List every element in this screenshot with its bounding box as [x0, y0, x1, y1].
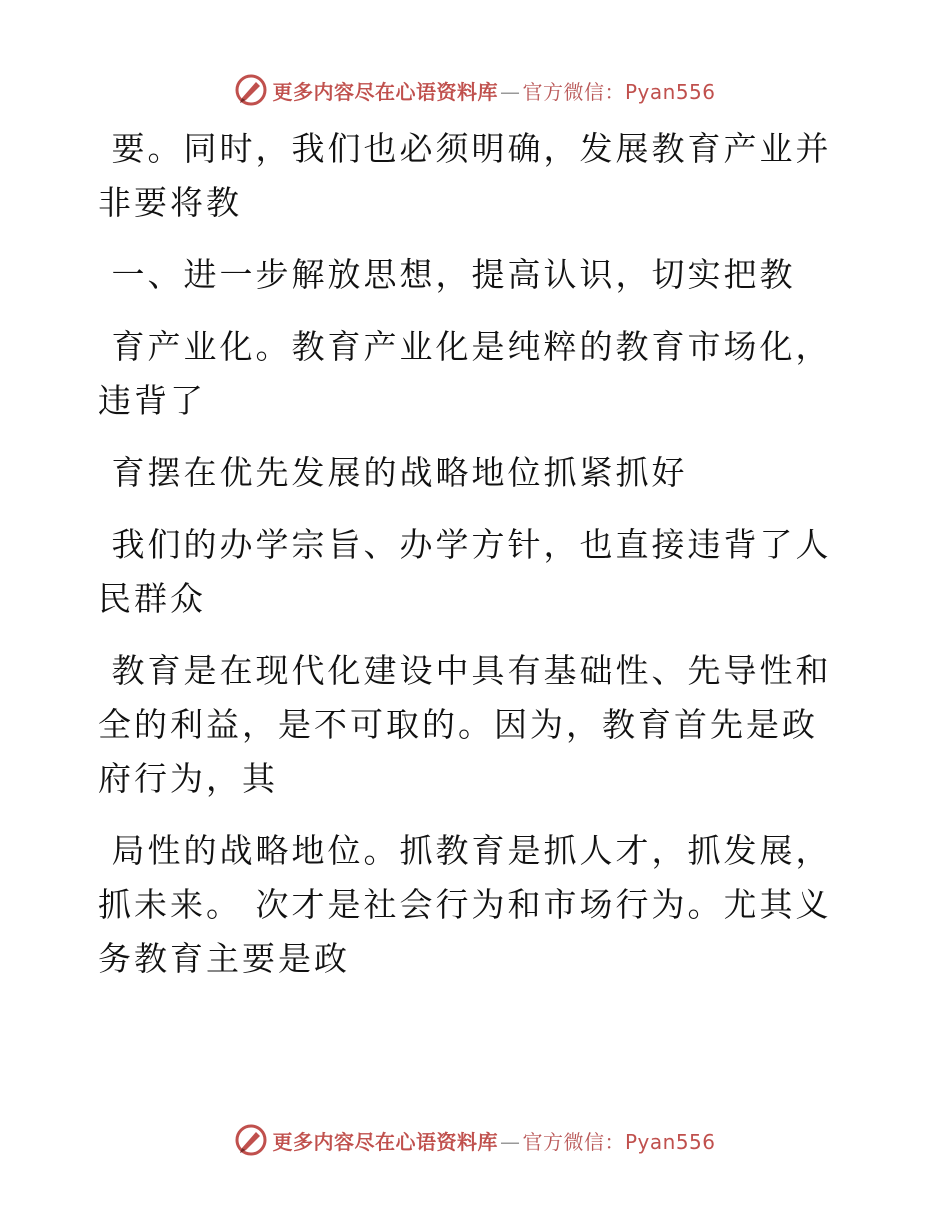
banner-site-text: 更多内容尽在心语资料库	[272, 1129, 498, 1154]
pen-logo-icon	[234, 73, 268, 107]
banner-separator: —	[499, 1129, 521, 1154]
paragraph-7: 局性的战略地位。抓教育是抓人才，抓发展，抓未来。 次才是社会行为和市场行为。尤其义务教育主要是政	[98, 831, 832, 978]
banner-text	[272, 1126, 715, 1155]
paragraph-5: 我们的办学宗旨、办学方针，也直接违背了人民群众	[98, 525, 832, 618]
paragraph-2: 一、进一步解放思想，提高认识，切实把教	[98, 255, 796, 294]
pen-logo-icon	[234, 1123, 268, 1157]
banner-separator: —	[499, 79, 521, 104]
banner-text	[272, 76, 715, 105]
paragraph-6: 教育是在现代化建设中具有基础性、先导性和全的利益，是不可取的。因为，教育首先是政府行为，其	[98, 651, 832, 798]
banner-site-text: 更多内容尽在心语资料库	[272, 79, 498, 104]
paragraph-4: 育摆在优先发展的战略地位抓紧抓好	[98, 453, 688, 492]
banner-wechat-id: Pyan556	[624, 79, 716, 104]
banner-wechat-label: 官方微信：	[522, 1129, 625, 1154]
paragraph-3: 育产业化。教育产业化是纯粹的教育市场化，违背了	[98, 327, 832, 420]
document-body	[98, 122, 838, 1004]
banner-wechat-label: 官方微信：	[522, 79, 625, 104]
header-banner	[0, 70, 950, 110]
paragraph-1: 要。同时，我们也必须明确，发展教育产业并非要将教	[98, 129, 832, 222]
footer-banner	[0, 1120, 950, 1160]
banner-wechat-id: Pyan556	[624, 1129, 716, 1154]
